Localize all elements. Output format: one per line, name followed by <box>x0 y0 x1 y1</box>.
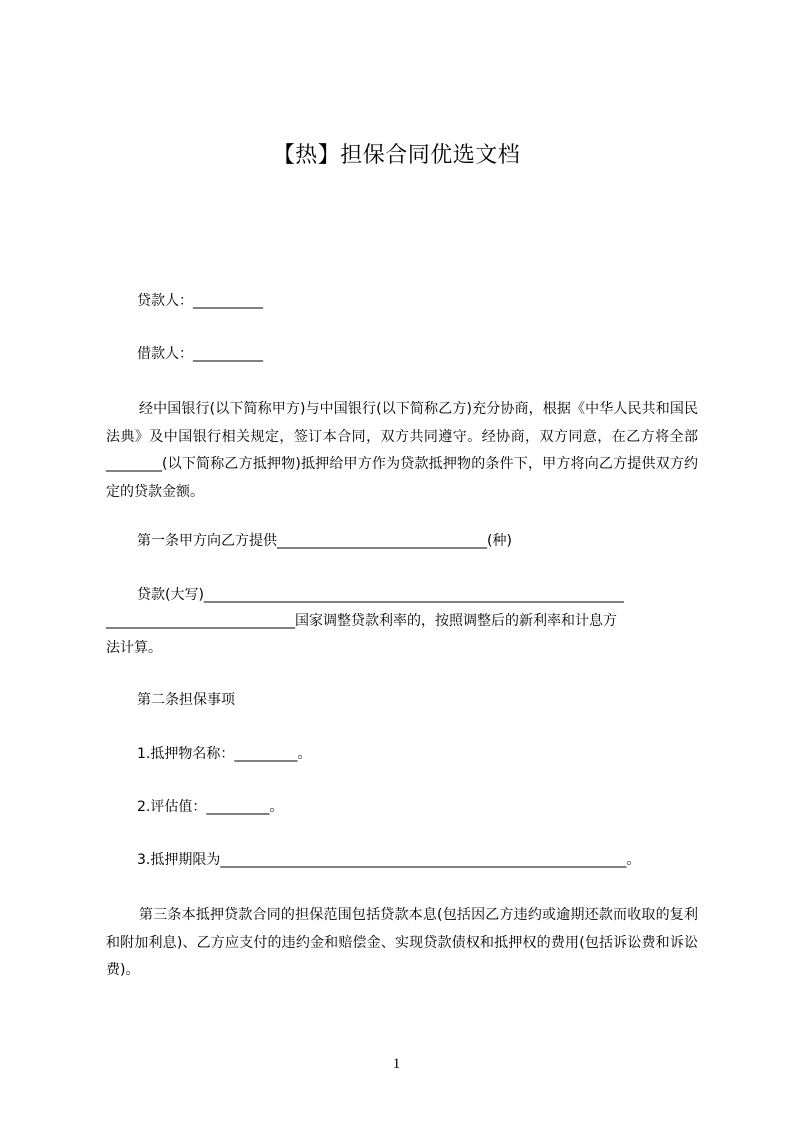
borrower-line: 借款人：__________ <box>137 346 263 362</box>
loan-amount-line-continued: ___________________________国家调整贷款利率的，按照调整后的新利率和计息方 <box>106 613 617 629</box>
loan-amount-line: 贷款(大写)____________________________________________________________ <box>137 587 624 603</box>
page-number: 1 <box>392 1056 401 1072</box>
lender-line: 贷款人：__________ <box>137 293 263 309</box>
intro-paragraph: 经中国银行(以下简称甲方)与中国银行(以下简称乙方)充分协商，根据《中华人民共和国民法典》及中国银行相关规定，签订本合同，双方共同遵守。经协商，双方同意，在乙方将全部________(以下简称乙方抵押物)抵押给甲方作为贷款抵押物的条件下，甲方将向乙方提供双方约定的贷款金额。 <box>106 401 698 500</box>
article1-line: 第一条甲方向乙方提供______________________________(种) <box>137 533 512 549</box>
collateral-name-item: 1.抵押物名称：_________。 <box>137 746 312 762</box>
article2-heading: 第二条担保事项 <box>137 692 235 708</box>
document-title: 【热】担保合同优选文档 <box>272 143 521 168</box>
article3-paragraph: 第三条本抵押贷款合同的担保范围包括贷款本息(包括因乙方违约或逾期还款而收取的复利和附加利息)、乙方应支付的违约金和赔偿金、实现贷款债权和抵押权的费用(包括诉讼费和诉讼费)。 <box>106 907 698 978</box>
valuation-item: 2.评估值：_________。 <box>137 799 284 815</box>
loan-amount-line-end: 法计算。 <box>106 640 162 656</box>
mortgage-term-item: 3.抵押期限为__________________________________________________________。 <box>137 852 641 868</box>
